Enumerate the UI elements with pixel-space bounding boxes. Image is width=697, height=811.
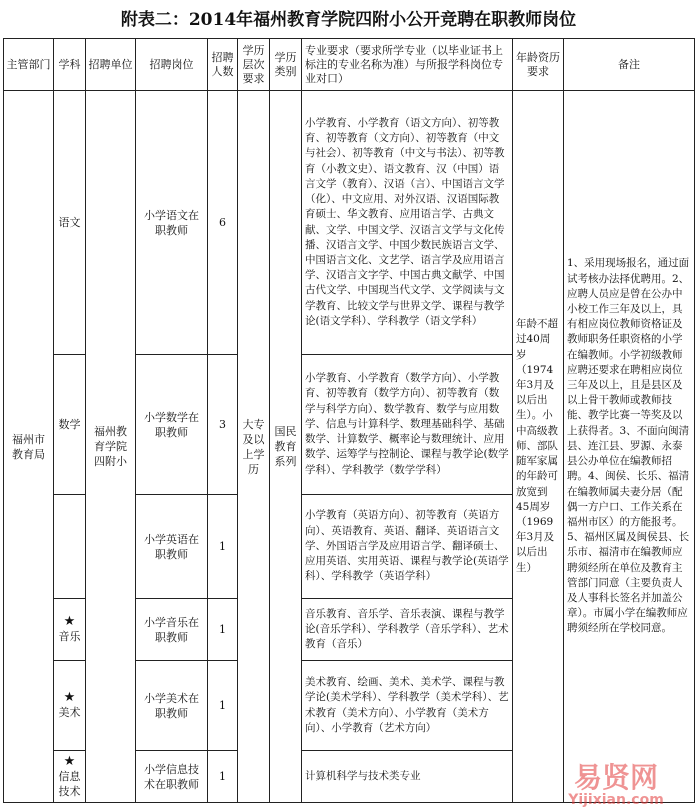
page-title: 附表二：2014年福州教育学院四附小公开竞聘在职教师岗位 bbox=[120, 10, 577, 30]
star-icon: ★ bbox=[63, 690, 76, 705]
count-cell: 1 bbox=[208, 661, 238, 751]
header-edu-type: 学历类别 bbox=[270, 39, 302, 91]
star-icon: ★ bbox=[63, 753, 76, 769]
count-cell: 1 bbox=[208, 599, 238, 661]
subject-label: 美术 bbox=[58, 706, 81, 719]
count-cell: 3 bbox=[208, 355, 238, 495]
subject-cell bbox=[54, 751, 86, 803]
watermark-sub-text: Yijixian.com bbox=[568, 792, 664, 807]
notes-cell: 1、采用现场报名，通过面试考核办法择优聘用。2、应聘人员应是曾在公办中小校工作三年及以上，具有相应岗位教师资格证及教师职务任职资格的小学在编教师。小学初级教师应聘还要求在聘相应岗位三年及以上，且是县区及以上骨干教师或教师技能、教学比赛一等奖及以上获得者。3、不面向闽清县、连江县、罗源、永泰县公办单位在编教师招聘。4、闽侯、长乐、福清在编教师属夫妻分居（配偶一方户口、工作关系在福州市区）的方能报考。5、福州区属及闽侯县、长乐市、福清市在编教师应聘须经所在单位及教育主管部门同意（主要负责人及人事科长签名并加盖公章）。市属小学在编教师应聘须经所在学校同意。 bbox=[564, 91, 695, 803]
subject-cell bbox=[54, 661, 86, 751]
count-cell: 1 bbox=[208, 495, 238, 599]
position-cell: 小学信息技术在职教师 bbox=[136, 751, 208, 803]
major-cell: 计算机科学与技术类专业 bbox=[302, 751, 513, 803]
header-major-req: 专业要求（要求所学专业（以毕业证书上标注的专业名称为准）与所报学科岗位专业对口） bbox=[302, 39, 513, 91]
position-cell: 小学数学在职教师 bbox=[136, 355, 208, 495]
header-edu-level: 学历层次要求 bbox=[238, 39, 270, 91]
subject-cell: 数学 bbox=[54, 355, 86, 495]
header-unit: 招聘单位 bbox=[86, 39, 136, 91]
positions-table bbox=[3, 38, 695, 803]
count-cell: 6 bbox=[208, 91, 238, 355]
major-cell: 美术教育、绘画、美术、美术学、课程与教学论(美术学科）、学科教学（美术学科）、艺术教育（美术方向）、小学教育（美术方向）、小学教育（艺术方向） bbox=[302, 661, 513, 751]
star-icon: ★ bbox=[63, 614, 76, 629]
position-cell: 小学美术在职教师 bbox=[136, 661, 208, 751]
position-cell: 小学语文在职教师 bbox=[136, 91, 208, 355]
header-age-req: 年龄资历要求 bbox=[513, 39, 564, 91]
header-notes: 备注 bbox=[564, 39, 695, 91]
header-subject: 学科 bbox=[54, 39, 86, 91]
major-cell: 音乐教育、音乐学、音乐表演、课程与教学论(音乐学科）、学科教学（音乐学科）、艺术教育（音乐） bbox=[302, 599, 513, 661]
subject-cell bbox=[54, 495, 86, 599]
major-cell: 小学教育（英语方向）、初等教育（英语方向）、英语教育、英语、翻译、英语语言文学、外国语言学及应用语言学、翻译硕士、应用英语、实用英语、课程与教学论(英语学科）、学科教学（英语学科） bbox=[302, 495, 513, 599]
subject-cell: 语文 bbox=[54, 91, 86, 355]
major-cell: 小学教育、小学教育（语文方向）、初等教育、初等教育（文方向）、初等教育（中文与社会）、初等教育（中文与书法）、初等教育（小教文史）、语文教育、汉（中国）语言文学（教育）、汉语（言）、中国语言文学（化）、中文应用、对外汉语、汉语国际教育硕士、华文教育、应用语言学、古典文献、文学、中国文学、汉语言文学与文化传播、汉语言文学、中国少数民族语言文学、中国语言文化、文艺学、语言学及应用语言学、汉语言文字学、中国古典文献学、中国古代文学、中国现当代文学、文学阅读与文学教育、比较文学与世界文学、课程与教学论(语文学科）、学科教学（语文学科） bbox=[302, 91, 513, 355]
position-cell: 小学音乐在职教师 bbox=[136, 599, 208, 661]
table-row bbox=[4, 91, 695, 355]
count-cell: 1 bbox=[208, 751, 238, 803]
header-count: 招聘人数 bbox=[208, 39, 238, 91]
subject-label: 信息技术 bbox=[58, 769, 81, 798]
header-row bbox=[4, 39, 695, 91]
unit-cell: 福州教育学院四附小 bbox=[86, 91, 136, 803]
edu-level-cell: 大专及以上学历 bbox=[238, 91, 270, 803]
edu-type-cell: 国民教育系列 bbox=[270, 91, 302, 803]
dept-cell: 福州市教育局 bbox=[4, 91, 54, 803]
position-cell: 小学英语在职教师 bbox=[136, 495, 208, 599]
age-req-cell: 年龄不超过40周岁（1974年3月及以后出生）。小中高级教师、部队随军家属的年龄可放宽到45周岁（1969年3月及以后出生） bbox=[513, 91, 564, 803]
subject-cell bbox=[54, 599, 86, 661]
header-dept: 主管部门 bbox=[4, 39, 54, 91]
watermark-main-text: 易贤网 bbox=[573, 761, 659, 794]
major-cell: 小学教育、小学教育（数学方向）、小学教育、初等教育（数学方向）、初等教育（数学与科学方向）、数学教育、数学与应用数学、信息与计算科学、数理基础科学、基础数学、计算数学、概率论与数理统计、应用数学、运筹学与控制论、课程与教学论(数学学科）、学科教学（数学学科） bbox=[302, 355, 513, 495]
subject-label: 音乐 bbox=[58, 630, 81, 643]
header-position: 招聘岗位 bbox=[136, 39, 208, 91]
